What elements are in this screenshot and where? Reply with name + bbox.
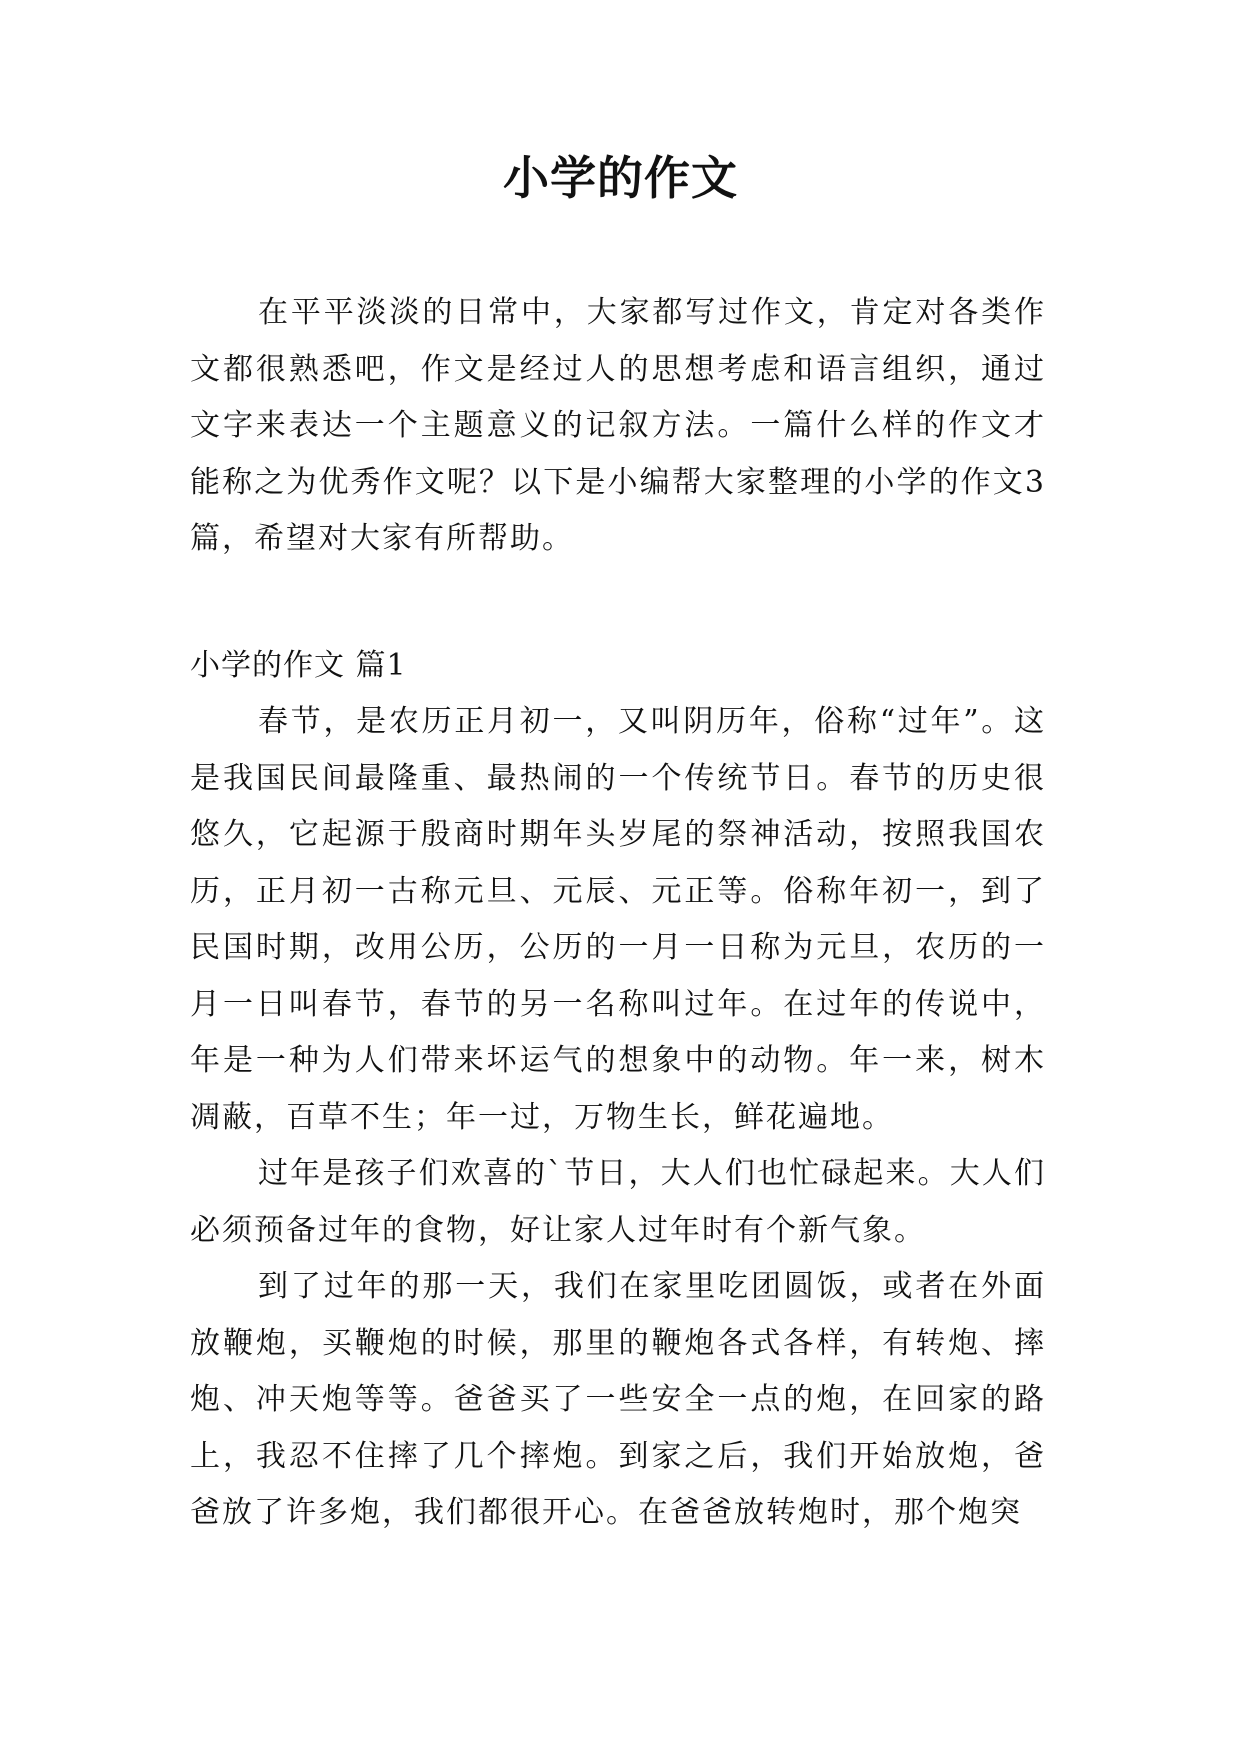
body-paragraph-2: 过年是孩子们欢喜的`节日，大人们也忙碌起来。大人们必须预备过年的食物，好让家人过年时有个新气象。 bbox=[190, 1156, 1046, 1248]
body-paragraph-3: 到了过年的那一天，我们在家里吃团圆饭，或者在外面放鞭炮，买鞭炮的时候，那里的鞭炮各式各样，有转炮、摔炮、冲天炮等等。爸爸买了一些安全一点的炮，在回家的路上，我忍不住摔了几个摔炮。到家之后，我们开始放炮，爸爸放了许多炮，我们都很开心。在爸爸放转炮时，那个炮突 bbox=[190, 1269, 1046, 1530]
document-body bbox=[190, 285, 1046, 1542]
intro-paragraph: 在平平淡淡的日常中，大家都写过作文，肯定对各类作文都很熟悉吧，作文是经过人的思想考虑和语言组织，通过文字来表达一个主题意义的记叙方法。一篇什么样的作文才能称之为优秀作文呢？以下是小编帮大家整理的小学的作文3篇，希望对大家有所帮助。 bbox=[190, 295, 1046, 556]
section-heading: 小学的作文 篇1 bbox=[190, 647, 407, 683]
body-paragraph-1: 春节，是农历正月初一，又叫阴历年，俗称“过年”。这是我国民间最隆重、最热闹的一个传统节日。春节的历史很悠久，它起源于殷商时期年头岁尾的祭神活动，按照我国农历，正月初一古称元旦、元辰、元正等。俗称年初一，到了民国时期，改用公历，公历的一月一日称为元旦，农历的一月一日叫春节，春节的另一名称叫过年。在过年的传说中，年是一种为人们带来坏运气的想象中的动物。年一来，树木凋蔽，百草不生；年一过，万物生长，鲜花遍地。 bbox=[190, 704, 1046, 1135]
section-spacer bbox=[190, 568, 1046, 638]
document-title: 小学的作文 bbox=[503, 151, 738, 205]
